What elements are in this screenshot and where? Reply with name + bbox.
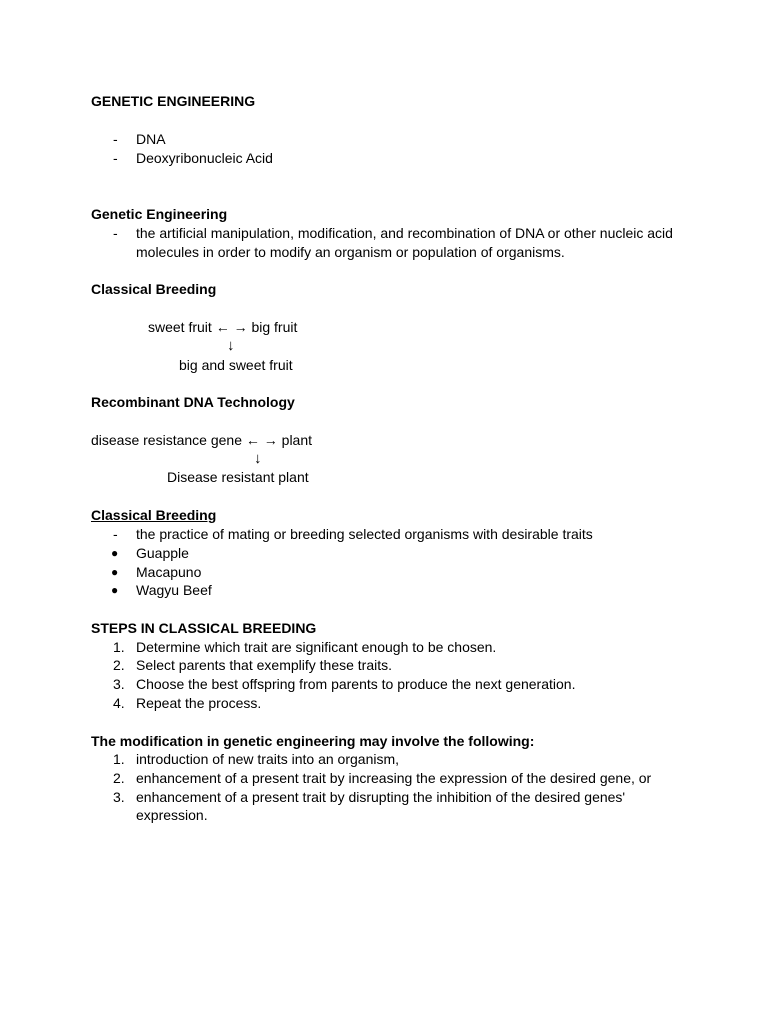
section-heading-classical-breeding: Classical Breeding <box>91 507 217 523</box>
modification-number: 2. <box>113 770 125 786</box>
list-dash-marker: - <box>113 225 118 241</box>
step-number: 3. <box>113 676 125 692</box>
modification-text: enhancement of a present trait by increasing the expression of the desired gene, or <box>136 770 652 786</box>
diagram-result: big and sweet fruit <box>179 357 293 373</box>
section-heading-recombinant-dna: Recombinant DNA Technology <box>91 394 295 410</box>
step-text: Select parents that exemplify these traits. <box>136 657 393 673</box>
modification-text: enhancement of a present trait by disrupting the inhibition of the desired genes' <box>136 789 626 805</box>
step-number: 2. <box>113 657 125 673</box>
bullet-icon: ● <box>111 565 119 579</box>
classical-breeding-definition: the practice of mating or breeding selected organisms with desirable traits <box>136 526 593 542</box>
diagram-top-line: sweet fruit ← → big fruit <box>148 319 298 335</box>
bullet-icon: ● <box>111 546 119 560</box>
list-item-dna-full: Deoxyribonucleic Acid <box>136 150 273 166</box>
example-item: Guapple <box>136 545 189 561</box>
modification-number: 1. <box>113 751 125 767</box>
example-item: Wagyu Beef <box>136 582 212 598</box>
list-dash-marker: - <box>113 131 118 147</box>
diagram-top-line: disease resistance gene ← → plant <box>91 432 313 448</box>
section-heading-genetic-engineering: Genetic Engineering <box>91 206 228 222</box>
down-arrow-icon: ↓ <box>254 450 262 467</box>
definition-line-2: molecules in order to modify an organism or population of organisms. <box>136 244 565 260</box>
diagram-result: Disease resistant plant <box>167 469 309 485</box>
bullet-icon: ● <box>111 583 119 597</box>
section-heading-classical-breeding-diagram: Classical Breeding <box>91 281 217 297</box>
list-dash-marker: - <box>113 150 118 166</box>
step-text: Repeat the process. <box>136 695 262 711</box>
modification-text: introduction of new traits into an organism, <box>136 751 400 767</box>
step-number: 4. <box>113 695 125 711</box>
step-text: Choose the best offspring from parents to produce the next generation. <box>136 676 576 692</box>
definition-line-1: the artificial manipulation, modification, and recombination of DNA or other nucleic acid <box>136 225 673 241</box>
step-text: Determine which trait are significant enough to be chosen. <box>136 639 497 655</box>
page-title: GENETIC ENGINEERING <box>91 93 256 109</box>
down-arrow-icon: ↓ <box>227 337 235 354</box>
example-item: Macapuno <box>136 564 202 580</box>
list-item-dna: DNA <box>136 131 166 147</box>
step-number: 1. <box>113 639 125 655</box>
modification-number: 3. <box>113 789 125 805</box>
section-heading-modification: The modification in genetic engineering may involve the following: <box>91 733 535 749</box>
modification-text-continued: expression. <box>136 807 208 823</box>
section-heading-steps: STEPS IN CLASSICAL BREEDING <box>91 620 317 636</box>
list-dash-marker: - <box>113 526 118 542</box>
